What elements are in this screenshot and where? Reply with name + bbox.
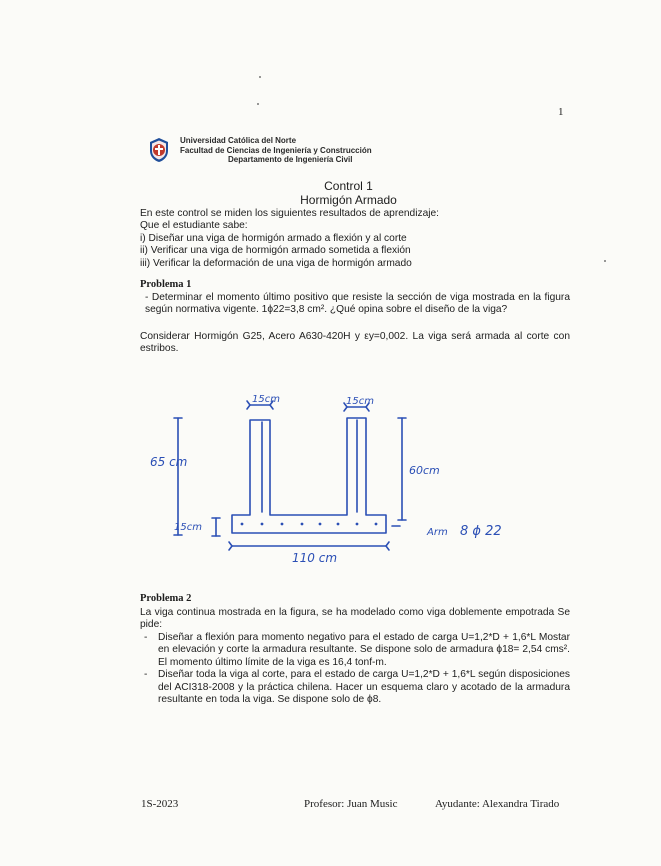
university-logo-icon — [148, 137, 170, 163]
document-title: Control 1 — [324, 179, 373, 193]
footer-semester: 1S-2023 — [141, 798, 179, 810]
scan-speck — [604, 260, 606, 262]
task-text: Diseñar a flexión para momento negativo para el estado de carga U=1,2*D + 1,6*L Mostar en elevación y corte la armadura resultante. Se dispone solo de armadura ϕ18= 2,54 cms². El momento último límite de la viga es 16,4 tonf-m. — [158, 632, 570, 668]
faculty-name: Facultad de Ciencias de Ingeniería y Construcción — [180, 145, 372, 155]
problem-2-heading: Problema 2 — [140, 593, 192, 604]
outcome-item: iii) Verificar la deformación de una viga de hormigón armado — [140, 257, 412, 269]
problem-1-task: - Determinar el momento último positivo que resiste la sección de viga mostrada en la figura según normativa vigente. 1ϕ22=3,8 cm². ¿Qué opina sobre el diseño de la viga? — [145, 292, 570, 316]
footer-assistant: Ayudante: Alexandra Tirado — [435, 798, 560, 810]
web-height-label: 60cm — [409, 464, 440, 477]
task-text: Diseñar toda la viga al corte, para el estado de carga U=1,2*D + 1,6*L según disposiciones del ACI318-2008 y la práctica chilena. Hacer un esquema claro y acotado de la armadura resultante en toda la viga. Se dispone solo de ϕ8. — [158, 669, 570, 706]
page-number: 1 — [558, 106, 564, 118]
bullet-marker: - — [144, 669, 148, 681]
outcome-item: i) Diseñar una viga de hormigón armado a flexión y al corte — [140, 232, 407, 244]
total-height-label: 65 cm — [150, 455, 188, 469]
scan-speck — [257, 103, 259, 105]
institution-header — [180, 136, 372, 165]
document-subtitle: Hormigón Armado — [300, 193, 397, 207]
department-name: Departamento de Ingeniería Civil — [228, 155, 353, 164]
flange-width-right-label: 15cm — [346, 396, 374, 407]
list-item — [144, 632, 570, 669]
problem-2-tasks — [144, 632, 570, 706]
reinforcement-label: 8 ϕ 22 — [460, 524, 502, 539]
total-width-label: 110 cm — [292, 551, 338, 565]
footer-professor: Profesor: Juan Music — [304, 798, 398, 810]
flange-width-left-label: 15cm — [252, 394, 280, 405]
bullet-marker: - — [144, 632, 148, 643]
outcome-item: ii) Verificar una viga de hormigón armado sometida a flexión — [140, 245, 411, 257]
slab-thickness-label: 15cm — [174, 522, 202, 533]
beam-outline — [232, 418, 386, 533]
problem-2-intro: La viga continua mostrada en la figura, se ha modelado como viga doblemente empotrada Se pide: — [140, 607, 570, 631]
intro-line: Que el estudiante sabe: — [140, 220, 248, 232]
list-item — [144, 669, 570, 706]
learning-outcomes — [140, 208, 570, 270]
problem-1-note: Considerar Hormigón G25, Acero A630-420H y εy=0,002. La viga será armada al corte con estribos. — [140, 331, 570, 355]
scan-speck — [259, 76, 261, 78]
university-name: Universidad Católica del Norte — [180, 136, 297, 145]
problem-1-heading: Problema 1 — [140, 279, 192, 290]
intro-line: En este control se miden los siguientes resultados de aprendizaje: — [140, 208, 440, 219]
rebar-dots — [241, 523, 378, 526]
reinforcement-prefix: Arm — [427, 527, 448, 538]
